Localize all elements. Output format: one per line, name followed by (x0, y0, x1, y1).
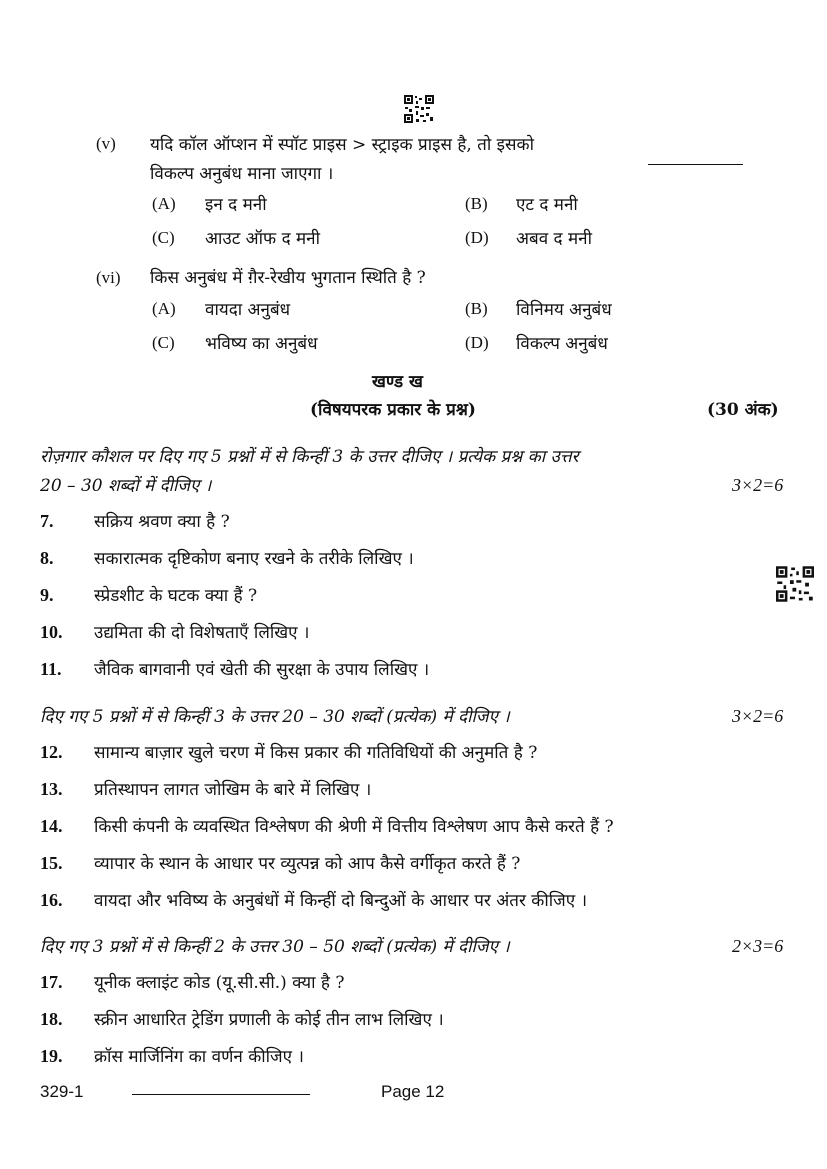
option-text: भविष्य का अनुबंध (205, 334, 318, 354)
question-text: सक्रिय श्रवण क्या है ? (94, 512, 230, 532)
option-text: विनिमय अनुबंध (516, 300, 612, 320)
option-text: अबव द मनी (516, 229, 592, 249)
question-text: वायदा और भविष्य के अनुबंधों में किन्हीं दो बिन्दुओं के आधार पर अंतर कीजिए । (94, 891, 588, 911)
section-title: खण्ड ख (372, 372, 423, 392)
option-label: (A) (152, 299, 176, 318)
question-text: स्क्रीन आधारित ट्रेडिंग प्रणाली के कोई तीन लाभ लिखिए । (94, 1010, 444, 1030)
group-marks: 3×2=6 (732, 706, 784, 726)
footer-divider (132, 1094, 310, 1095)
group-instruction: दिए गए 5 प्रश्नों में से किन्हीं 3 के उत्तर 20 – 30 शब्दों (प्रत्येक) में दीजिए । (40, 707, 510, 727)
question-number: 14. (40, 816, 63, 836)
option-label: (D) (465, 228, 489, 247)
option-text: वायदा अनुबंध (205, 300, 291, 320)
paper-code: 329-1 (40, 1082, 84, 1101)
question-number: 7. (40, 511, 54, 531)
question-text: यूनीक क्लाइंट कोड (यू.सी.सी.) क्या है ? (94, 973, 345, 993)
question-number-v: (v) (96, 134, 116, 153)
option-text: आउट ऑफ द मनी (205, 229, 320, 249)
question-v-text-line1 (150, 132, 534, 155)
question-text: किसी कंपनी के व्यवस्थित विश्लेषण की श्रेणी में वित्तीय विश्लेषण आप कैसे करते हैं ? (94, 817, 614, 837)
qr-code-side-icon (776, 566, 814, 602)
question-number: 15. (40, 853, 63, 873)
question-number: 10. (40, 622, 63, 642)
page-number: Page 12 (381, 1082, 445, 1101)
question-v-line2: विकल्प अनुबंध माना जाएगा । (150, 164, 334, 184)
group-marks: 2×3=6 (732, 936, 784, 956)
question-text: जैविक बागवानी एवं खेती की सुरक्षा के उपाय लिखिए । (94, 660, 430, 680)
question-number: 17. (40, 972, 63, 992)
question-number: 9. (40, 585, 54, 605)
question-v-line1: यदि कॉल ऑप्शन में स्पॉट प्राइस > स्ट्राइक प्राइस है, तो इसको (150, 135, 534, 155)
option-text: इन द मनी (205, 195, 267, 215)
question-number: 18. (40, 1009, 63, 1029)
question-number: 16. (40, 890, 63, 910)
section-marks: (30 अंक) (707, 400, 779, 420)
question-text: सकारात्मक दृष्टिकोण बनाए रखने के तरीके लिखिए । (94, 549, 414, 569)
question-number: 8. (40, 548, 54, 568)
qr-code-top-icon (404, 95, 434, 123)
option-label: (D) (465, 333, 489, 352)
option-label: (C) (152, 228, 175, 247)
question-vi-text: किस अनुबंध में ग़ैर-रेखीय भुगतान स्थिति है ? (150, 268, 426, 288)
option-label: (B) (465, 299, 488, 318)
option-label: (C) (152, 333, 175, 352)
option-text: विकल्प अनुबंध (516, 334, 608, 354)
question-text: व्यापार के स्थान के आधार पर व्युत्पन्न को आप कैसे वर्गीकृत करते हैं ? (94, 854, 521, 874)
question-number: 13. (40, 779, 63, 799)
question-text: क्रॉस मार्जिनिंग का वर्णन कीजिए । (94, 1047, 304, 1067)
section-subtitle: (विषयपरक प्रकार के प्रश्न) (310, 400, 476, 420)
group-instruction: दिए गए 3 प्रश्नों में से किन्हीं 2 के उत्तर 30 – 50 शब्दों (प्रत्येक) में दीजिए । (40, 937, 510, 957)
question-text: उद्यमिता की दो विशेषताएँ लिखिए । (94, 623, 310, 643)
answer-blank (648, 150, 743, 170)
question-text: प्रतिस्थापन लागत जोखिम के बारे में लिखिए । (94, 780, 372, 800)
question-number: 11. (40, 659, 62, 679)
option-label: (B) (465, 194, 488, 213)
question-number: 19. (40, 1046, 63, 1066)
group-marks: 3×2=6 (732, 475, 784, 495)
question-number-vi: (vi) (96, 268, 121, 287)
option-label: (A) (152, 194, 176, 213)
question-text: स्प्रेडशीट के घटक क्या हैं ? (94, 586, 258, 606)
group-instruction-line2: 20 – 30 शब्दों में दीजिए । (40, 476, 212, 496)
question-number: 12. (40, 742, 63, 762)
group-instruction: रोज़गार कौशल पर दिए गए 5 प्रश्नों में से किन्हीं 3 के उत्तर दीजिए । प्रत्येक प्रश्न का उत्तर (40, 447, 579, 467)
option-text: एट द मनी (516, 195, 578, 215)
question-text: सामान्य बाज़ार खुले चरण में किस प्रकार की गतिविधियों की अनुमति है ? (94, 743, 538, 763)
